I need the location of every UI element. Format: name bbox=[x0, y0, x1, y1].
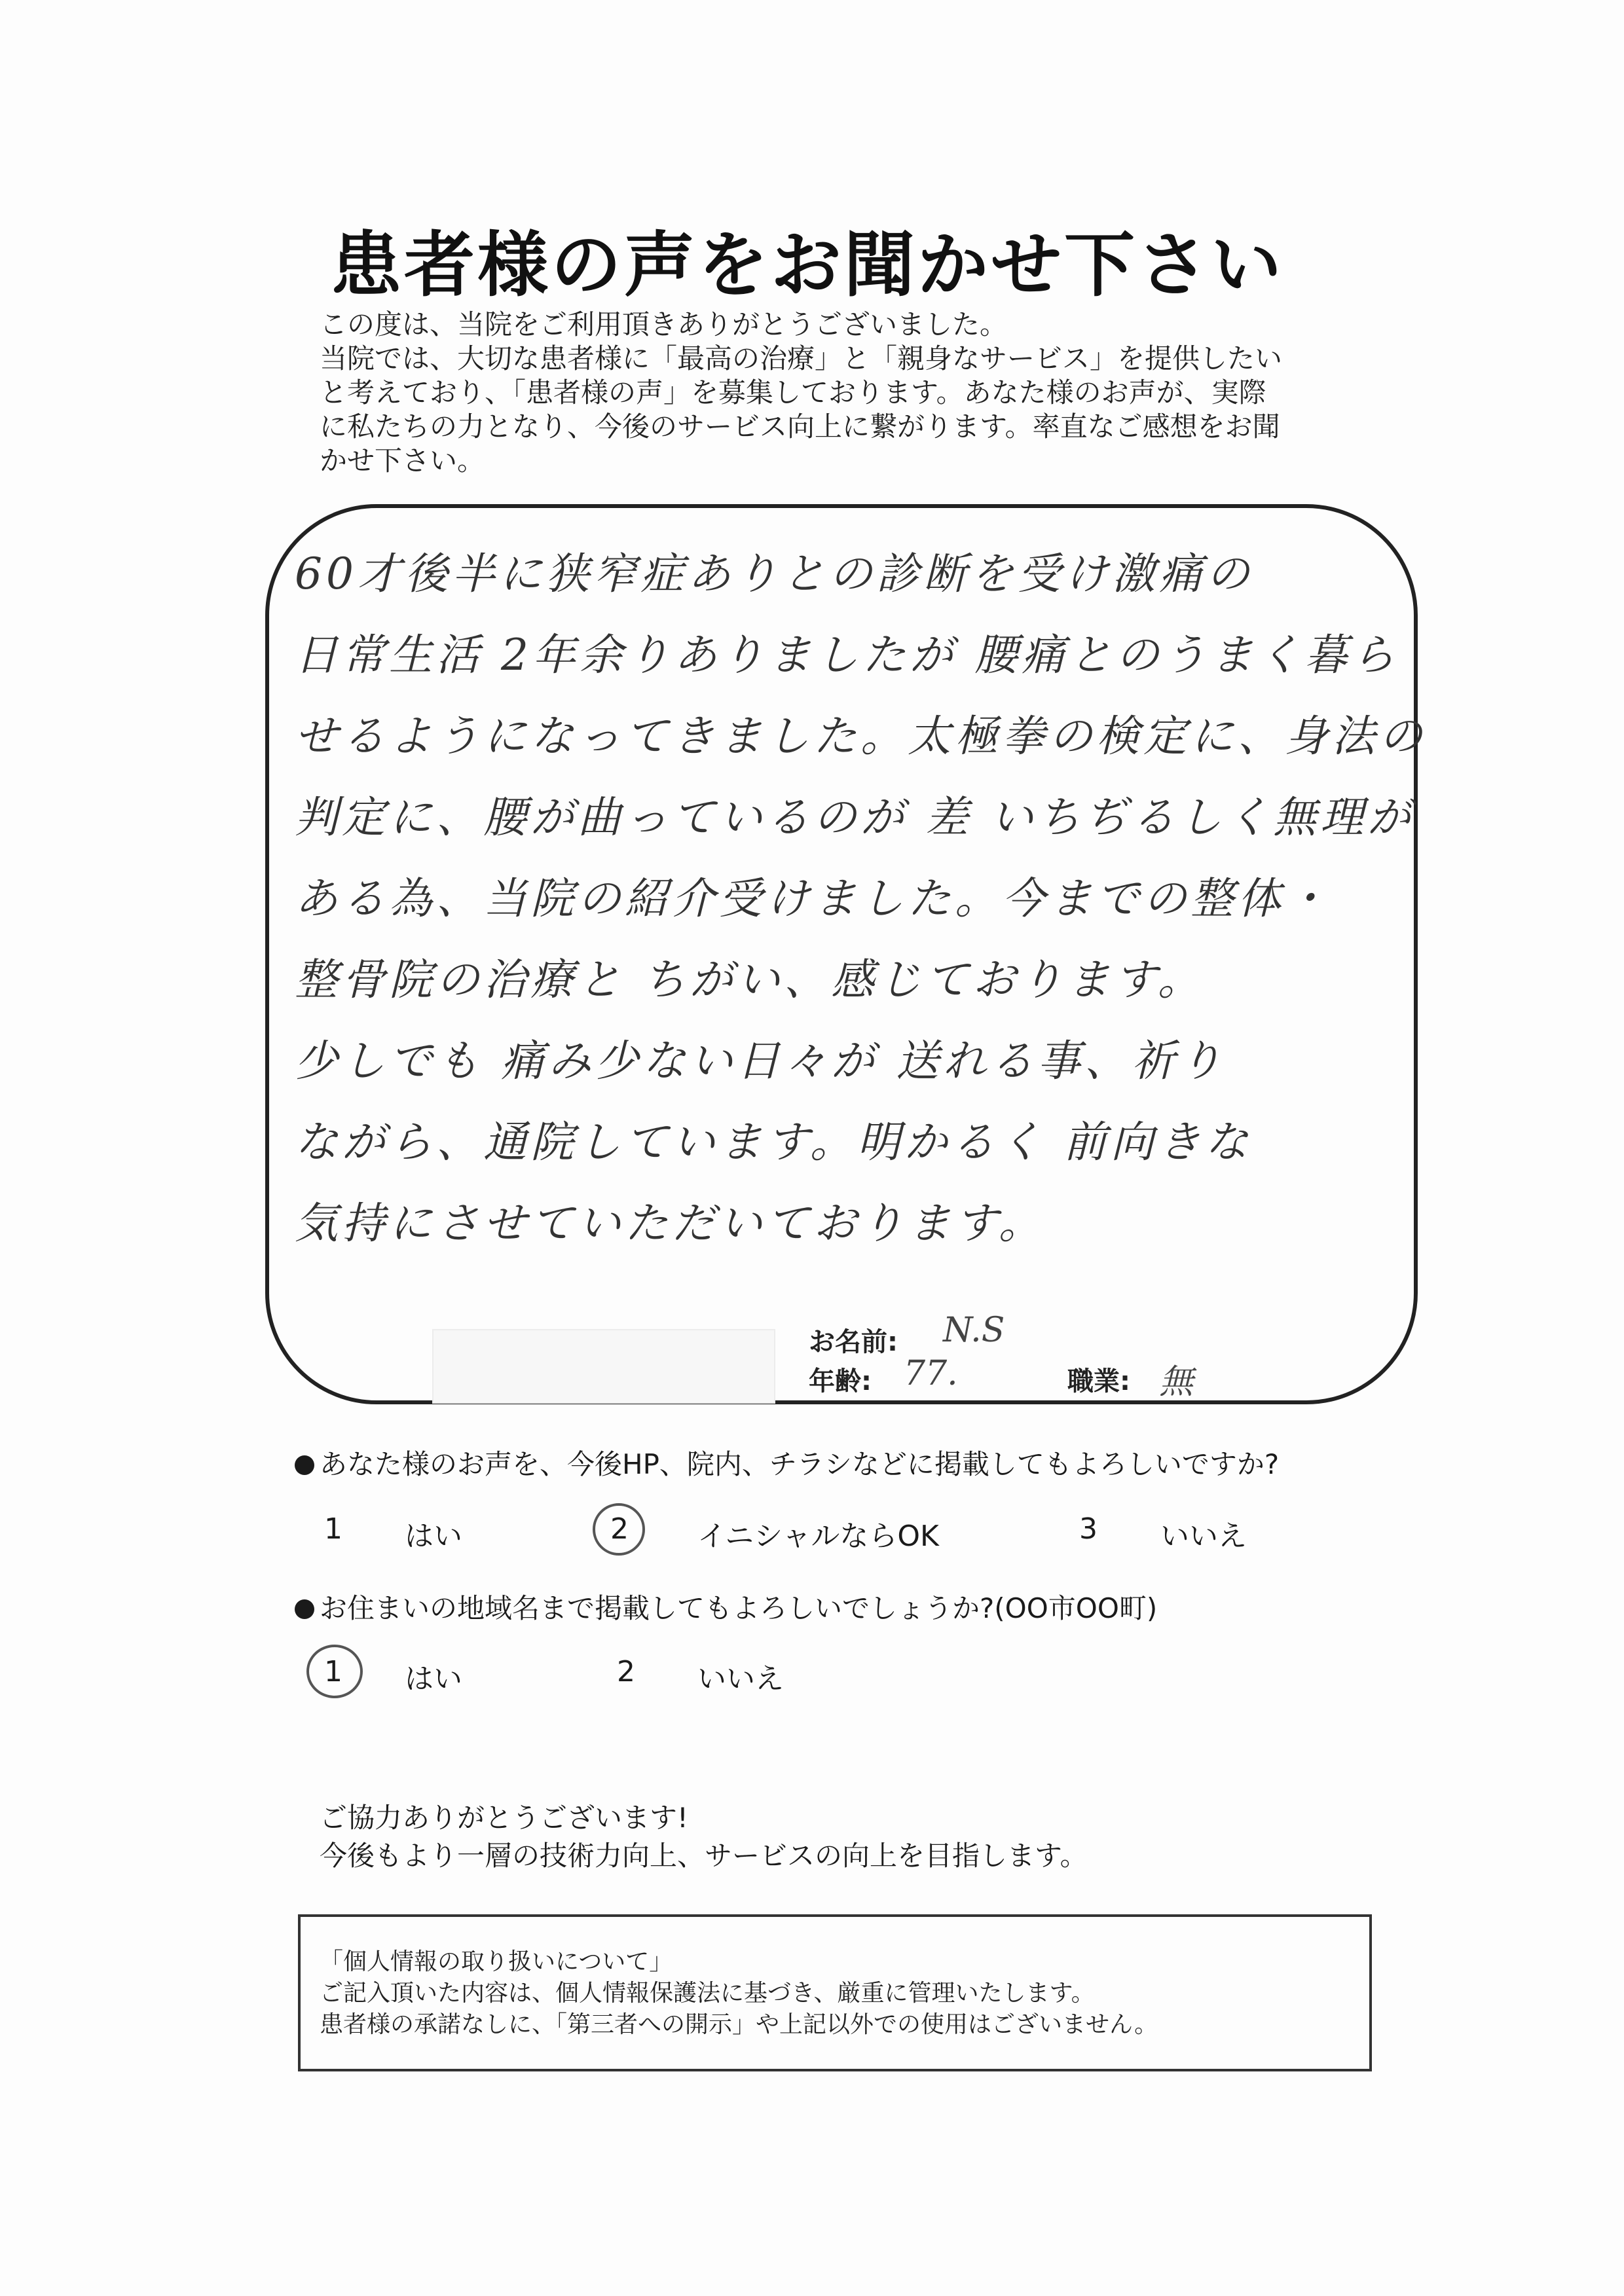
privacy-line: 「個人情報の取り扱いについて」 bbox=[320, 1948, 673, 1975]
name-label: お名前: bbox=[809, 1327, 898, 1357]
q1-option-1-label[interactable]: はい bbox=[405, 1520, 462, 1553]
job-label: 職業: bbox=[1067, 1366, 1130, 1396]
bullet-icon bbox=[295, 1455, 314, 1475]
question-publish-consent bbox=[295, 1443, 1279, 1482]
q1-option-1-number[interactable]: 1 bbox=[324, 1512, 342, 1546]
q1-option-2-number[interactable]: 2 bbox=[610, 1512, 629, 1546]
age-label: 年齢: bbox=[809, 1366, 872, 1396]
q1-option-3-label[interactable]: いいえ bbox=[1160, 1520, 1247, 1553]
question-text: あなた様のお声を、今後HP、院内、チラシなどに掲載してもよろしいですか? bbox=[320, 1448, 1280, 1480]
age-value[interactable]: 77. bbox=[904, 1354, 958, 1393]
q2-option-1-number[interactable]: 1 bbox=[324, 1655, 342, 1688]
thanks-text bbox=[320, 1799, 1088, 1875]
privacy-notice-text bbox=[320, 1946, 1158, 2041]
comment-line: ある為、当院の紹介受けました。今までの整体・ bbox=[295, 873, 1332, 924]
intro-line: と考えており、「患者様の声」を募集しております。あなた様のお声が、実際 bbox=[320, 376, 1266, 409]
bullet-icon bbox=[295, 1599, 314, 1619]
intro-text bbox=[320, 308, 1393, 478]
thanks-line: 今後もより一層の技術力向上、サービスの向上を目指します。 bbox=[320, 1840, 1088, 1872]
q1-option-2-label[interactable]: イニシャルならOK bbox=[697, 1520, 939, 1553]
question-text: お住まいの地域名まで掲載してもよろしいでしょうか?(OO市OO町) bbox=[320, 1592, 1158, 1624]
comment-line: 気持にさせていただいております。 bbox=[295, 1198, 1046, 1248]
comment-line: 判定に、腰が曲っているのが 差 いちぢるしく無理が bbox=[295, 792, 1414, 843]
q2-option-1-label[interactable]: はい bbox=[405, 1662, 462, 1696]
privacy-line: ご記入頂いた内容は、個人情報保護法に基づき、厳重に管理いたします。 bbox=[320, 1980, 1095, 2007]
redacted-area bbox=[432, 1329, 775, 1404]
intro-line: 当院では、大切な患者様に「最高の治療」と「親身なサービス」を提供したい bbox=[320, 342, 1283, 374]
comment-line: 日常生活 2年余りありましたが 腰痛とのうまく暮ら bbox=[295, 630, 1399, 680]
comment-line: せるようになってきました。太極拳の検定に、身法の bbox=[295, 711, 1426, 761]
q2-option-2-number[interactable]: 2 bbox=[617, 1655, 635, 1688]
handwritten-comment bbox=[295, 534, 1426, 1264]
intro-line: この度は、当院をご利用頂きありがとうございました。 bbox=[320, 308, 1008, 340]
q2-option-2-label[interactable]: いいえ bbox=[697, 1662, 784, 1696]
comment-line: 少しでも 痛み少ない日々が 送れる事、祈り bbox=[295, 1036, 1226, 1086]
q1-option-3-number[interactable]: 3 bbox=[1079, 1512, 1098, 1546]
privacy-line: 患者様の承諾なしに、「第三者への開示」や上記以外での使用はございません。 bbox=[320, 2011, 1158, 2038]
thanks-line: ご協力ありがとうございます! bbox=[320, 1802, 688, 1834]
question-area-consent bbox=[295, 1587, 1157, 1626]
comment-line: ながら、通院しています。明かるく 前向きな bbox=[295, 1117, 1252, 1167]
job-value[interactable]: 無 bbox=[1159, 1362, 1194, 1402]
intro-line: かせ下さい。 bbox=[320, 445, 485, 477]
comment-line: 60才後半に狭窄症ありとの診断を受け激痛の bbox=[295, 549, 1253, 599]
page-title: 患者様の声をお聞かせ下さい bbox=[331, 225, 1285, 306]
comment-line: 整骨院の治療と ちがい、感じております。 bbox=[295, 955, 1205, 1005]
name-value[interactable]: N.S bbox=[943, 1311, 1005, 1350]
intro-line: に私たちの力となり、今後のサービス向上に繋がります。率直なご感想をお聞 bbox=[320, 410, 1280, 443]
